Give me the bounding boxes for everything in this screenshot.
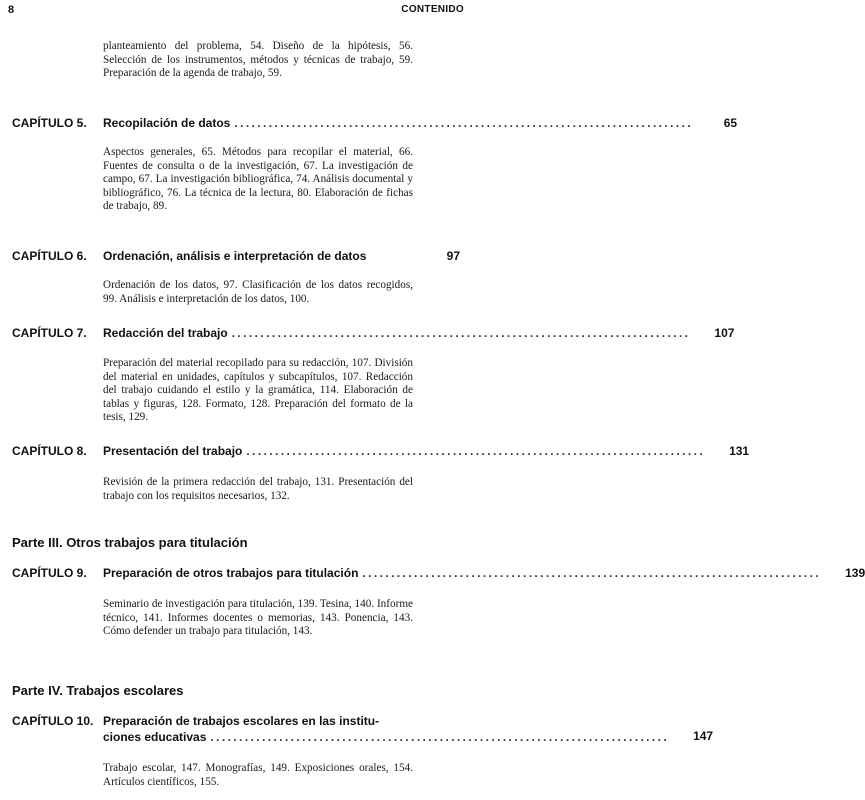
chapter-label: CAPÍTULO 9.	[12, 566, 87, 580]
dot-leader: ................................................................................	[234, 116, 694, 130]
part-heading: Parte IV. Trabajos escolares	[12, 683, 184, 698]
page-number: 8	[8, 4, 15, 16]
chapter-page-number: 131	[729, 444, 750, 458]
chapter-description: Ordenación de los datos, 97. Clasificación de los datos recogidos, 99. Análisis e interpretación de los datos, 100.	[103, 279, 413, 305]
dot-leader: ................................................................................	[362, 566, 822, 580]
chapter-page-number: 107	[714, 326, 735, 340]
chapter-title: Recopilación de datos	[103, 116, 231, 130]
toc-entry-chapter-10[interactable]	[12, 713, 714, 745]
chapter-title: Presentación del trabajo	[103, 444, 243, 458]
chapter-label: CAPÍTULO 10.	[12, 714, 94, 728]
running-title: CONTENIDO	[401, 4, 464, 15]
chapter-page-number: 65	[723, 116, 738, 130]
toc-entry-chapter-7[interactable]	[12, 326, 735, 343]
chapter-title-block	[103, 713, 673, 745]
chapter-title: Preparación de otros trabajos para titulación	[103, 566, 359, 580]
chapter-description: Aspectos generales, 65. Métodos para recopilar el material, 66. Fuentes de consulta o de la investigación, 67. La investigación de campo, 67. La investigación bibliográfica, 74. Análisis documental y bibliográfico, 76. La técnica de la lectura, 80. Elaboración de fichas de trabajo, 89.	[103, 146, 413, 213]
chapter-description: Preparación del material recopilado para su redacción, 107. División del material en unidades, capítulos y subcapítulos, 107. Redacción del trabajo cuidando el estilo y la gramática, 114. Elaboración de tablas y figuras, 128. Formato, 128. Preparación del formato de la tesis, 129.	[103, 357, 413, 424]
chapter-label: CAPÍTULO 8.	[12, 444, 87, 458]
chapter-title-last-line	[103, 729, 673, 745]
dot-leader: ................................................................................	[246, 444, 706, 458]
chapter-title-line: Preparación de trabajos escolares en las institu-	[103, 714, 380, 728]
chapter-description: Seminario de investigación para titulación, 139. Tesina, 140. Informe técnico, 141. Informes docentes o memorias, 143. Ponencia, 143. Cómo defender un trabajo para titulación, 143.	[103, 598, 413, 638]
chapter-label: CAPÍTULO 5.	[12, 116, 87, 130]
chapter-label: CAPÍTULO 7.	[12, 326, 87, 340]
toc-entry-chapter-8[interactable]	[12, 444, 750, 461]
chapter-description: planteamiento del problema, 54. Diseño de la hipótesis, 56. Selección de los instrumentos, métodos y técnicas de trabajo, 59. Preparación de la agenda de trabajo, 59.	[103, 40, 413, 80]
toc-entry-chapter-6[interactable]	[12, 249, 460, 266]
chapter-page-number: 147	[693, 729, 714, 743]
dot-leader: ................................................................................	[210, 730, 670, 744]
chapter-page-number: 139	[845, 566, 865, 580]
chapter-title-line: ciones educativas	[103, 730, 207, 744]
chapter-description: Revisión de la primera redacción del trabajo, 131. Presentación del trabajo con los requisitos necesarios, 132.	[103, 476, 413, 502]
chapter-label: CAPÍTULO 6.	[12, 249, 87, 263]
chapter-page-number: 97	[446, 249, 460, 263]
part-heading: Parte III. Otros trabajos para titulación	[12, 535, 248, 550]
toc-entry-chapter-9[interactable]	[12, 566, 865, 583]
dot-leader: ................................................................................	[231, 326, 691, 340]
toc-entry-chapter-5[interactable]	[12, 116, 738, 133]
page-header	[8, 4, 464, 20]
chapter-title: Ordenación, análisis e interpretación de datos	[103, 249, 367, 263]
chapter-title: Redacción del trabajo	[103, 326, 228, 340]
chapter-description: Trabajo escolar, 147. Monografías, 149. Exposiciones orales, 154. Artículos científicos, 155.	[103, 762, 413, 788]
